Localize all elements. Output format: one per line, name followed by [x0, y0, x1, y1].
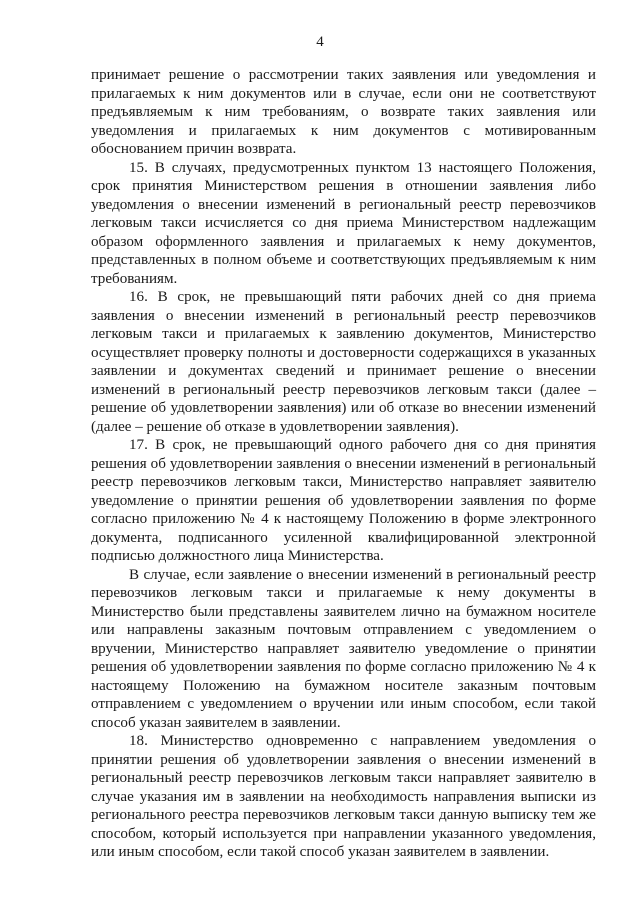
paragraph-item-16: 16. В срок, не превышающий пяти рабочих дней со дня приема заявления о внесении изменений в региональный реестр перевозчиков легковым такси и прилагаемых к заявлению документов, Министерство осуществляет проверку полноты и достоверности содержащихся в указанных заявлении и документах сведений и принимает решение о внесении изменений в региональный реестр перевозчиков легковым такси (далее – решение об удовлетворении заявления) или об отказе во внесении изменений (далее – решение об отказе в удовлетворении заявления). [91, 289, 596, 435]
paragraph-item-18: 18. Министерство одновременно с направлением уведомления о принятии решения об удовлетворении заявления о внесении изменений в региональный реестр перевозчиков легковым такси направляет заявителю в случае указания им в заявлении на необходимость направления выписки из регионального реестра перевозчиков легковым такси данную выписку тем же способом, который используется при направлении указанного уведомления, или иным способом, если такой способ указан заявителем в заявлении. [91, 733, 596, 860]
paragraph-item-15: 15. В случаях, предусмотренных пунктом 13 настоящего Положения, срок принятия Министерством решения в отношении заявления либо уведомления о внесении изменений в региональный реестр перевозчиков легковым такси исчисляется со дня приема Министерством надлежащим образом оформленного заявления и прилагаемых к нему документов, представленных в полном объеме и соответствующих предъявляемым к ним требованиям. [91, 159, 596, 287]
paragraph-item-17: 17. В срок, не превышающий одного рабочего дня со дня принятия решения об удовлетворении заявления о внесении изменений в региональный реестр перевозчиков легковым такси, Министерство направляет заявителю уведомление о принятии решения об удовлетворении заявления по форме согласно приложению № 4 к настоящему Положению в форме электронного документа, подписанного усиленной квалифицированной электронной подписью должностного лица Министерства. [91, 437, 596, 564]
page-number: 4 [316, 34, 324, 50]
paragraph-item-17-continuation: В случае, если заявление о внесении изменений в региональный реестр перевозчиков легковым такси и прилагаемые к нему документы в Министерство были представлены заявителем лично на бумажном носителе или направлены заказным почтовым отправлением с уведомлением о вручении, Министерство направляет заявителю уведомление о принятии решения об удовлетворении заявления по форме согласно приложению № 4 к настоящему Положению на бумажном носителе заказным почтовым отправлением с уведомлением о вручении или иным способом, если такой способ указан заявителем в заявлении. [91, 566, 596, 731]
paragraph-continuation: принимает решение о рассмотрении таких заявления или уведомления и прилагаемых к ним документов или в случае, если они не соответствуют предъявляемым к ним требованиям, о возврате таких заявления или уведомления и прилагаемых к ним документов с мотивированным обоснованием причин возврата. [91, 67, 596, 157]
document-body [91, 66, 596, 862]
